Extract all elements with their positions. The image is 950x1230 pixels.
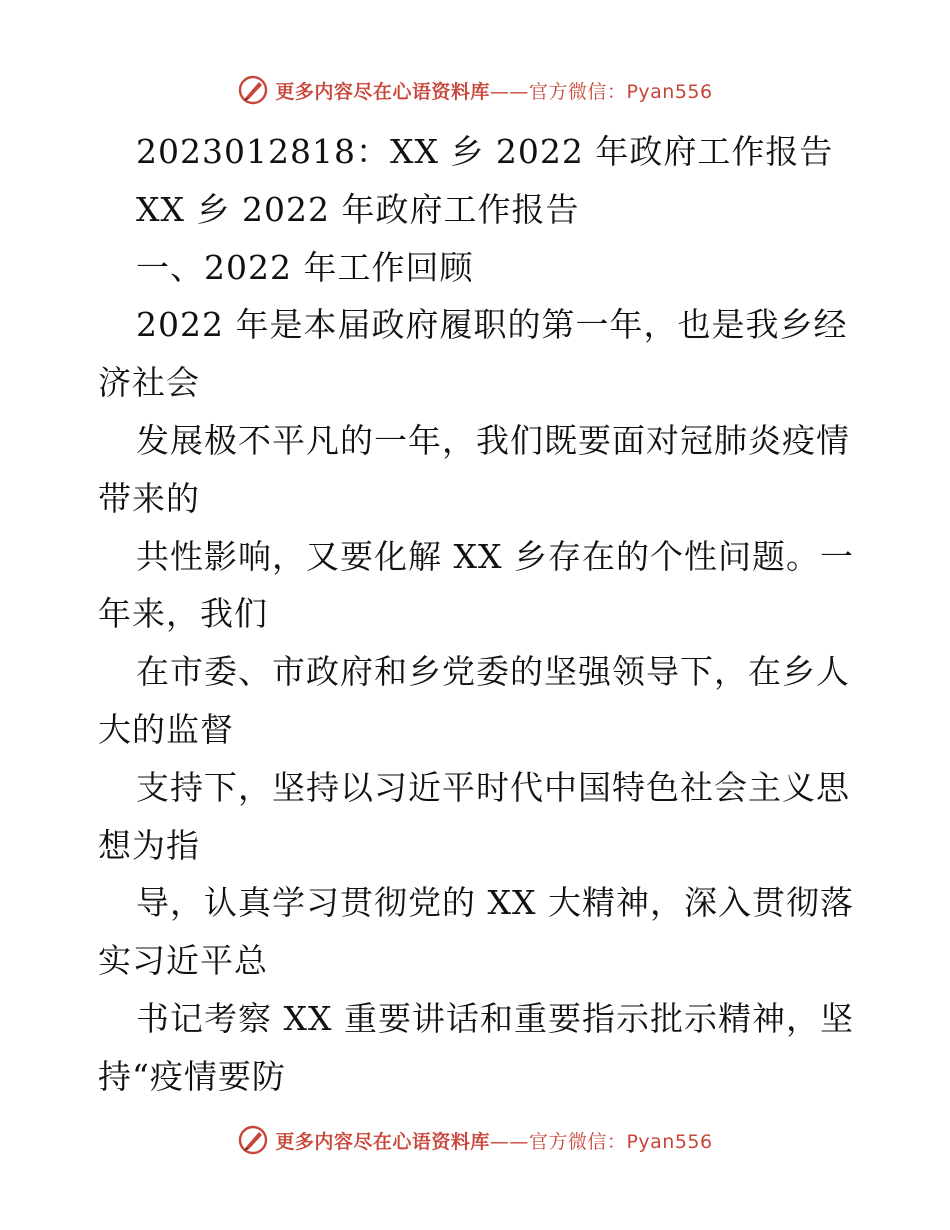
- doc-subtitle-line: XX 乡 2022 年政府工作报告: [136, 189, 580, 229]
- quill-seal-icon: [237, 1124, 269, 1156]
- section-heading: 一、2022 年工作回顾: [136, 247, 474, 287]
- footer-banner: [0, 1120, 950, 1160]
- body-paragraph: 共性影响，又要化解 XX 乡存在的个性问题。一年来，我们: [98, 536, 854, 634]
- doc-title-line: 2023012818：XX 乡 2022 年政府工作报告: [136, 132, 834, 171]
- quill-seal-icon: [237, 74, 269, 106]
- document-body: [98, 123, 858, 1106]
- body-paragraph: 在市委、市政府和乡党委的坚强领导下，在乡人大的监督: [98, 652, 850, 749]
- header-banner: [0, 70, 950, 110]
- header-separator: ——: [489, 80, 529, 103]
- footer-separator: ——: [489, 1130, 529, 1153]
- footer-wechat-id: Pyan556: [626, 1130, 713, 1153]
- body-paragraph: 导，认真学习贯彻党的 XX 大精神，深入贯彻落实习近平总: [98, 883, 854, 981]
- body-paragraph: 发展极不平凡的一年，我们既要面对冠肺炎疫情带来的: [98, 420, 850, 518]
- header-wechat-label: 官方微信：: [528, 80, 627, 103]
- header-brand: 更多内容尽在心语资料库: [275, 80, 490, 103]
- header-wechat-id: Pyan556: [626, 80, 713, 103]
- footer-wechat-label: 官方微信：: [528, 1130, 627, 1153]
- body-paragraph: 书记考察 XX 重要讲话和重要指示批示精神，坚持“疫情要防: [98, 998, 854, 1096]
- footer-banner-text: [275, 1127, 712, 1154]
- body-paragraph: 支持下，坚持以习近平时代中国特色社会主义思想为指: [98, 767, 850, 865]
- body-paragraph: 2022 年是本届政府履职的第一年，也是我乡经济社会: [98, 305, 848, 403]
- header-banner-text: [275, 77, 712, 104]
- footer-brand: 更多内容尽在心语资料库: [275, 1130, 490, 1153]
